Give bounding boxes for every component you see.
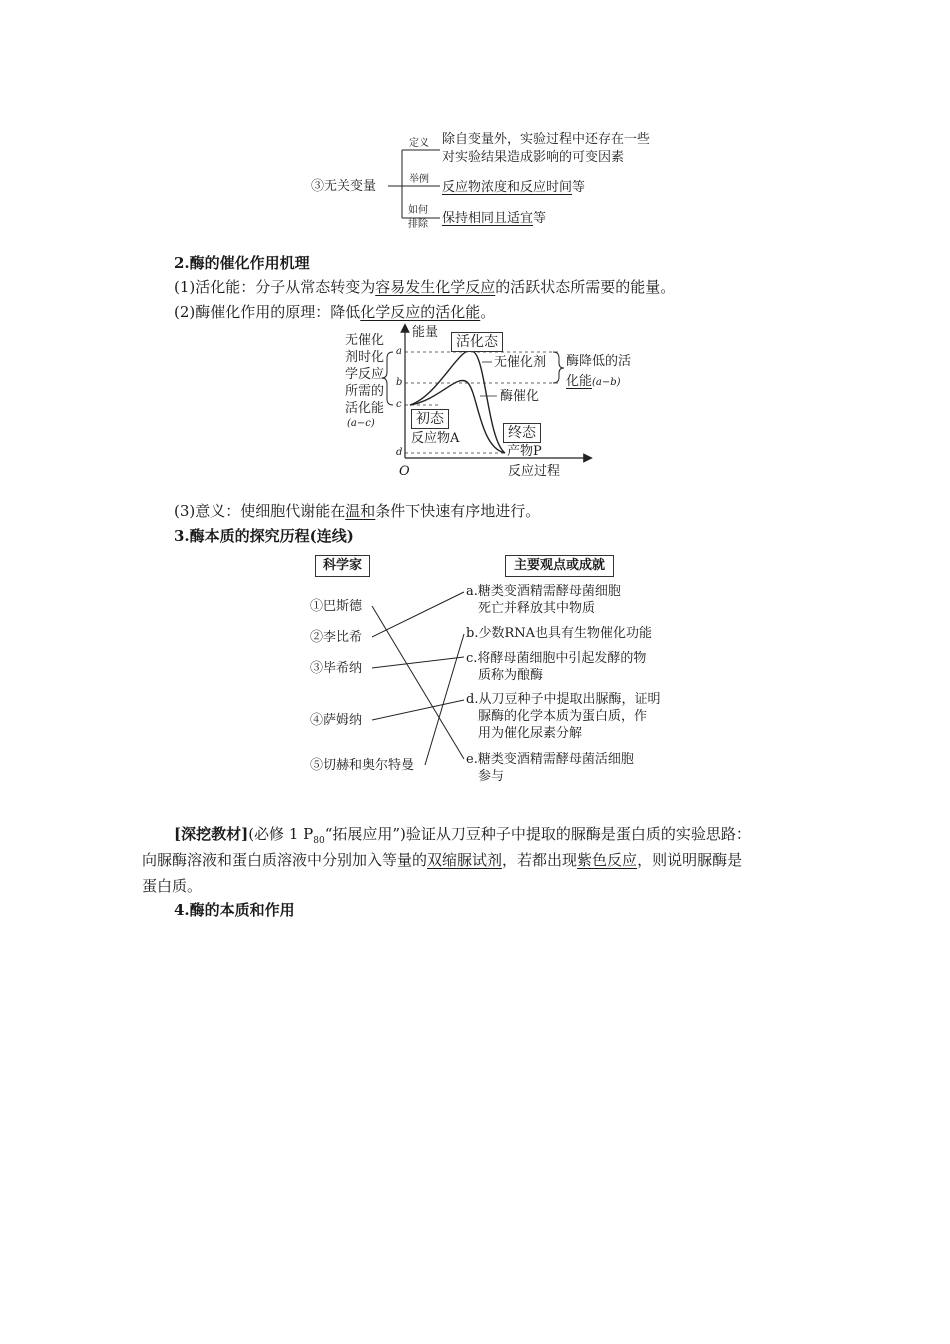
scientist-1: ①巴斯德 <box>310 599 363 614</box>
left-label-6: (a−c) <box>347 418 375 429</box>
origin-label: O <box>399 464 410 479</box>
how-tag-1: 如何 <box>408 205 428 216</box>
left-label-3: 学反应 <box>345 367 385 382</box>
left-label-2: 剂时化 <box>345 350 385 365</box>
how-tag-2: 排除 <box>408 219 428 230</box>
active-state-box: 活化态 <box>451 332 503 352</box>
left-label-1: 无催化 <box>345 333 385 348</box>
scientist-3: ③毕希纳 <box>310 661 363 676</box>
achievement-c-2: 质称为酿酶 <box>478 668 544 683</box>
achievement-header: 主要观点或成就 <box>505 555 614 577</box>
level-b-label: b <box>396 377 403 388</box>
reactant-label: 反应物A <box>411 431 460 446</box>
example-tag: 举例 <box>409 174 429 185</box>
scientist-4: ④萨姆纳 <box>310 713 363 728</box>
section4-heading: 4.酶的本质和作用 <box>174 901 295 919</box>
scientist-5: ⑤切赫和奥尔特曼 <box>310 758 415 773</box>
section2-heading: 2.酶的催化作用机理 <box>174 254 310 272</box>
line-2-to-a <box>372 592 464 637</box>
achievement-b-1: b.少数RNA也具有生物催化功能 <box>466 626 653 641</box>
activation-energy-definition: (1)活化能：分子从常态转变为容易发生化学反应的活跃状态所需要的能量。 <box>174 278 676 296</box>
achievement-d-3: 用为催化尿素分解 <box>478 726 583 741</box>
achievement-d-1: d.从刀豆种子中提取出脲酶，证明 <box>466 692 661 707</box>
definition-text-1: 除自变量外，实验过程中还存在一些 <box>442 132 651 147</box>
initial-state-box: 初态 <box>411 409 449 429</box>
scientist-header: 科学家 <box>315 555 370 577</box>
section3-heading: 3.酶本质的探究历程(连线) <box>174 527 354 545</box>
significance-text: (3)意义：使细胞代谢能在温和条件下快速有序地进行。 <box>174 502 541 520</box>
achievement-a-1: a.糖类变酒精需酵母菌细胞 <box>466 584 621 599</box>
achievement-c-1: c.将酵母菌细胞中引起发酵的物 <box>466 651 647 666</box>
example-text: 反应物浓度和反应时间等 <box>442 180 586 195</box>
left-label-4: 所需的 <box>345 384 385 399</box>
line-5-to-b <box>425 634 464 765</box>
y-axis-label: 能量 <box>412 325 439 340</box>
line-3-to-c <box>372 657 464 668</box>
right-label-2: 化能(a−b) <box>566 374 621 389</box>
left-label-5: 活化能 <box>345 401 385 416</box>
final-state-box: 终态 <box>503 423 541 443</box>
achievement-d-2: 脲酶的化学本质为蛋白质，作 <box>478 709 648 724</box>
no-catalyst-label: 无催化剂 <box>494 355 547 370</box>
level-d-label: d <box>396 447 403 458</box>
how-text: 保持相同且适宜等 <box>442 211 547 226</box>
irrelevant-variable-label: ③无关变量 <box>311 179 377 194</box>
deep-dig-line-3: 蛋白质。 <box>142 877 203 895</box>
enzyme-principle: (2)酶催化作用的原理：降低化学反应的活化能。 <box>174 303 496 321</box>
product-label: 产物P <box>507 444 542 459</box>
definition-tag: 定义 <box>409 138 429 149</box>
line-4-to-d <box>372 700 464 720</box>
achievement-a-2: 死亡并释放其中物质 <box>478 601 596 616</box>
right-label-1: 酶降低的活 <box>566 354 632 369</box>
achievement-e-2: 参与 <box>478 769 505 784</box>
achievement-e-1: e.糖类变酒精需酵母菌活细胞 <box>466 752 634 767</box>
definition-text-2: 对实验结果造成影响的可变因素 <box>442 150 625 165</box>
x-axis-label: 反应过程 <box>508 464 561 479</box>
enzyme-label: 酶催化 <box>500 389 540 404</box>
level-c-label: c <box>396 399 402 410</box>
deep-dig-line-1: [深挖教材](必修 1 $P_{80}“$拓展应用”)验证从刀豆种子中提取的脲酶是蛋白质的实验思路： <box>174 825 751 846</box>
level-a-label: a <box>396 346 402 357</box>
deep-dig-line-2: 向脲酶溶液和蛋白质溶液中分别加入等量的双缩脲试剂，若都出现紫色反应，则说明脲酶是 <box>142 851 743 869</box>
scientist-2: ②李比希 <box>310 630 363 645</box>
line-1-to-e <box>372 606 464 759</box>
